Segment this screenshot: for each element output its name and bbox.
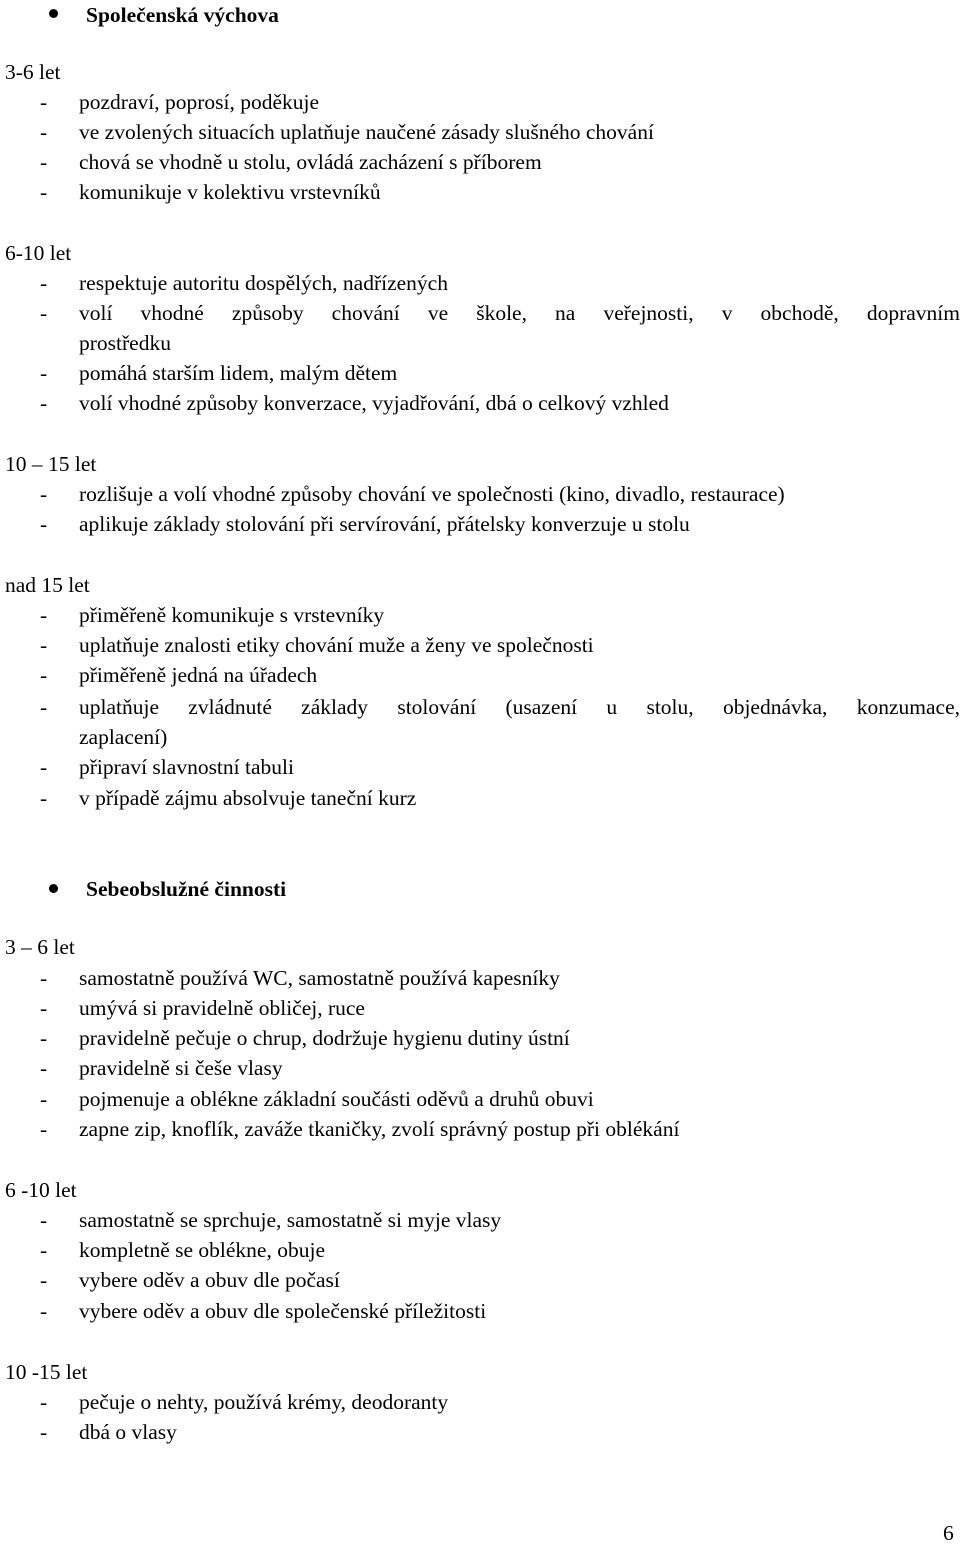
dash-icon: - [40,512,48,536]
list-item: aplikuje základy stolování při servírování, přátelsky konverzuje u stolu [79,512,690,536]
dash-icon: - [40,1056,48,1080]
bullet-icon [49,884,58,893]
page-number: 6 [943,1521,954,1545]
dash-icon: - [40,482,48,506]
dash-icon: - [40,90,48,114]
list-item: pravidelně si češe vlasy [79,1056,283,1080]
list-item: přiměřeně jedná na úřadech [79,663,318,687]
list-item: uplatňuje znalosti etiky chování muže a ženy ve společnosti [79,633,594,657]
list-item: dbá o vlasy [79,1420,177,1444]
dash-icon: - [40,603,48,627]
dash-icon: - [40,1390,48,1414]
list-item: volí vhodné způsoby chování ve škole, na veřejnosti, v obchodě, dopravním [79,301,960,325]
dash-icon: - [40,996,48,1020]
list-item: pojmenuje a oblékne základní součásti oděvů a druhů obuvi [79,1087,594,1111]
dash-icon: - [40,180,48,204]
list-item: vybere oděv a obuv dle společenské příležitosti [79,1299,487,1323]
list-item: samostatně se sprchuje, samostatně si myje vlasy [79,1208,502,1232]
section-heading: Sebeobslužné činnosti [86,877,287,901]
list-item: kompletně se oblékne, obuje [79,1238,325,1262]
age-group-label: 10 -15 let [5,1360,88,1384]
list-item: pravidelně pečuje o chrup, dodržuje hygienu dutiny ústní [79,1026,570,1050]
list-item: pozdraví, poprosí, poděkuje [79,90,320,114]
list-item: ve zvolených situacích uplatňuje naučené zásady slušného chování [79,120,654,144]
dash-icon: - [40,120,48,144]
age-group-label: 3-6 let [5,60,61,84]
list-item: samostatně používá WC, samostatně používá kapesníky [79,966,560,990]
list-item: volí vhodné způsoby konverzace, vyjadřování, dbá o celkový vzhled [79,391,669,415]
dash-icon: - [40,1208,48,1232]
list-item: přiměřeně komunikuje s vrstevníky [79,603,385,627]
age-group-label: 10 – 15 let [5,452,97,476]
age-group-label: nad 15 let [5,573,90,597]
age-group-label: 3 – 6 let [5,935,75,959]
bullet-icon [49,9,58,18]
dash-icon: - [40,663,48,687]
list-item: v případě zájmu absolvuje taneční kurz [79,786,417,810]
dash-icon: - [40,1238,48,1262]
list-item: rozlišuje a volí vhodné způsoby chování ve společnosti (kino, divadlo, restaurace) [79,482,785,506]
dash-icon: - [40,391,48,415]
list-item: respektuje autoritu dospělých, nadřízených [79,271,448,295]
list-item-continuation: zaplacení) [79,725,168,749]
dash-icon: - [40,361,48,385]
list-item-continuation: prostředku [79,331,171,355]
list-item: pomáhá starším lidem, malým dětem [79,361,398,385]
list-item: uplatňuje zvládnuté základy stolování (usazení u stolu, objednávka, konzumace, [79,695,960,719]
list-item: chová se vhodně u stolu, ovládá zacházení s příborem [79,150,542,174]
dash-icon: - [40,1299,48,1323]
dash-icon: - [40,301,48,325]
list-item: připraví slavnostní tabuli [79,755,294,779]
section-heading: Společenská výchova [86,3,279,27]
dash-icon: - [40,1268,48,1292]
dash-icon: - [40,1087,48,1111]
list-item: komunikuje v kolektivu vrstevníků [79,180,381,204]
dash-icon: - [40,633,48,657]
list-item: zapne zip, knoflík, zaváže tkaničky, zvolí správný postup při oblékání [79,1117,680,1141]
age-group-label: 6-10 let [5,241,72,265]
list-item: umývá si pravidelně obličej, ruce [79,996,365,1020]
dash-icon: - [40,786,48,810]
dash-icon: - [40,150,48,174]
dash-icon: - [40,271,48,295]
age-group-label: 6 -10 let [5,1178,77,1202]
dash-icon: - [40,966,48,990]
list-item: vybere oděv a obuv dle počasí [79,1268,340,1292]
dash-icon: - [40,695,48,719]
dash-icon: - [40,1026,48,1050]
dash-icon: - [40,1117,48,1141]
dash-icon: - [40,755,48,779]
list-item: pečuje o nehty, používá krémy, deodoranty [79,1390,449,1414]
dash-icon: - [40,1420,48,1444]
